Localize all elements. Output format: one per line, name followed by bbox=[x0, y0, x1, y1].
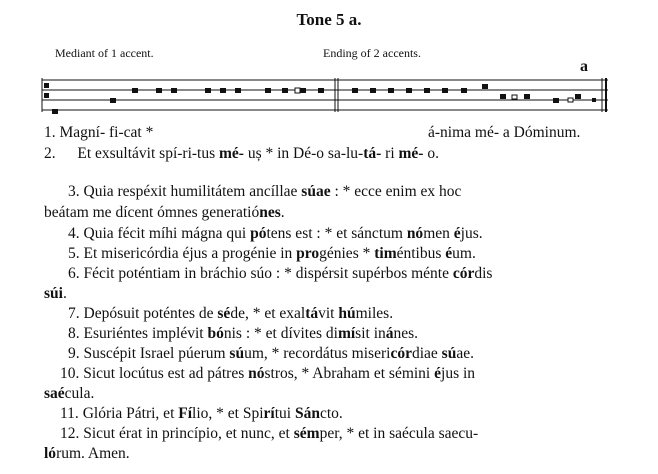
verse-10-cont: saécula. bbox=[44, 385, 95, 402]
note bbox=[388, 88, 394, 93]
line-number: 2. bbox=[44, 145, 56, 162]
verse-12: 12. Sicut érat in princípio, et nunc, et sémper, * et in saécula saecu- bbox=[60, 425, 479, 442]
note bbox=[352, 88, 358, 93]
line-number: 1. bbox=[44, 124, 60, 141]
verse-9: 9. Suscépit Israel púerum súum, * recordátus misericórdiae súae. bbox=[68, 345, 474, 362]
note bbox=[235, 88, 241, 93]
note bbox=[171, 88, 177, 93]
verse-11: 11. Glória Pátri, et Fílio, * et Spirítui Sáncto. bbox=[60, 405, 343, 422]
c-clef-lower bbox=[44, 93, 49, 98]
note bbox=[482, 84, 488, 89]
note bbox=[424, 88, 430, 93]
note-hollow bbox=[568, 98, 573, 102]
note bbox=[265, 88, 271, 93]
note bbox=[461, 88, 467, 93]
note bbox=[220, 88, 226, 93]
verse-7: 7. Depósuit poténtes de séde, * et exaltávit húmiles. bbox=[68, 305, 394, 322]
ending-heading: Ending of 2 accents. bbox=[323, 46, 421, 60]
note-hollow bbox=[512, 95, 517, 99]
verse-12-cont: lórum. Amen. bbox=[44, 445, 130, 462]
ending-mark: a bbox=[580, 58, 588, 75]
verse-6: 6. Fécit poténtiam in bráchio súo : * dispérsit supérbos ménte córdis bbox=[68, 265, 493, 282]
mediant-heading: Mediant of 1 accent. bbox=[55, 46, 154, 60]
chant-line-2: 2. Et exsultávit spí-ri-tus mé- uș * in Dé-o sa-lu-tá- ri mé- o. bbox=[44, 145, 439, 162]
verse-6-cont: súi. bbox=[44, 285, 67, 302]
note bbox=[553, 98, 559, 103]
note bbox=[442, 88, 448, 93]
chant-line-1-left bbox=[44, 124, 153, 142]
verse-10: 10. Sicut locútus est ad pátres nóstros, * Abraham et sémini éjus in bbox=[60, 365, 476, 382]
note bbox=[575, 94, 581, 99]
note bbox=[156, 88, 162, 93]
note bbox=[282, 88, 288, 93]
page-title: Tone 5 a. bbox=[296, 10, 362, 29]
line-text: Magní- fi-cat * bbox=[59, 124, 154, 141]
note bbox=[406, 88, 412, 93]
verse-5: 5. Et misericórdia éjus a progénie in progénies * timéntibus éum. bbox=[68, 245, 476, 262]
verse-8: 8. Esuriéntes implévit bónis : * et dívites dimísit inánes. bbox=[68, 325, 419, 342]
note bbox=[500, 94, 506, 99]
note bbox=[524, 94, 530, 99]
chant-line-1-right: á-nima mé- a Dóminum. bbox=[428, 124, 581, 141]
verse-4: 4. Quia fécit míhi mágna qui pótens est : * et sánctum nómen éjus. bbox=[68, 225, 483, 242]
verse-3: 3. Quia respéxit humilitátem ancíllae súae : * ecce enim ex hoc bbox=[68, 183, 462, 200]
note bbox=[300, 88, 306, 93]
custos bbox=[592, 98, 596, 102]
chant-staff bbox=[40, 74, 615, 120]
note bbox=[52, 109, 58, 114]
note bbox=[132, 88, 138, 93]
note bbox=[318, 88, 324, 93]
c-clef bbox=[44, 83, 49, 88]
note bbox=[370, 88, 376, 93]
note bbox=[205, 88, 211, 93]
verse-3-cont: beátam me dícent ómnes generatiónes. bbox=[44, 204, 285, 221]
note bbox=[110, 98, 116, 103]
note-hollow bbox=[295, 88, 300, 93]
